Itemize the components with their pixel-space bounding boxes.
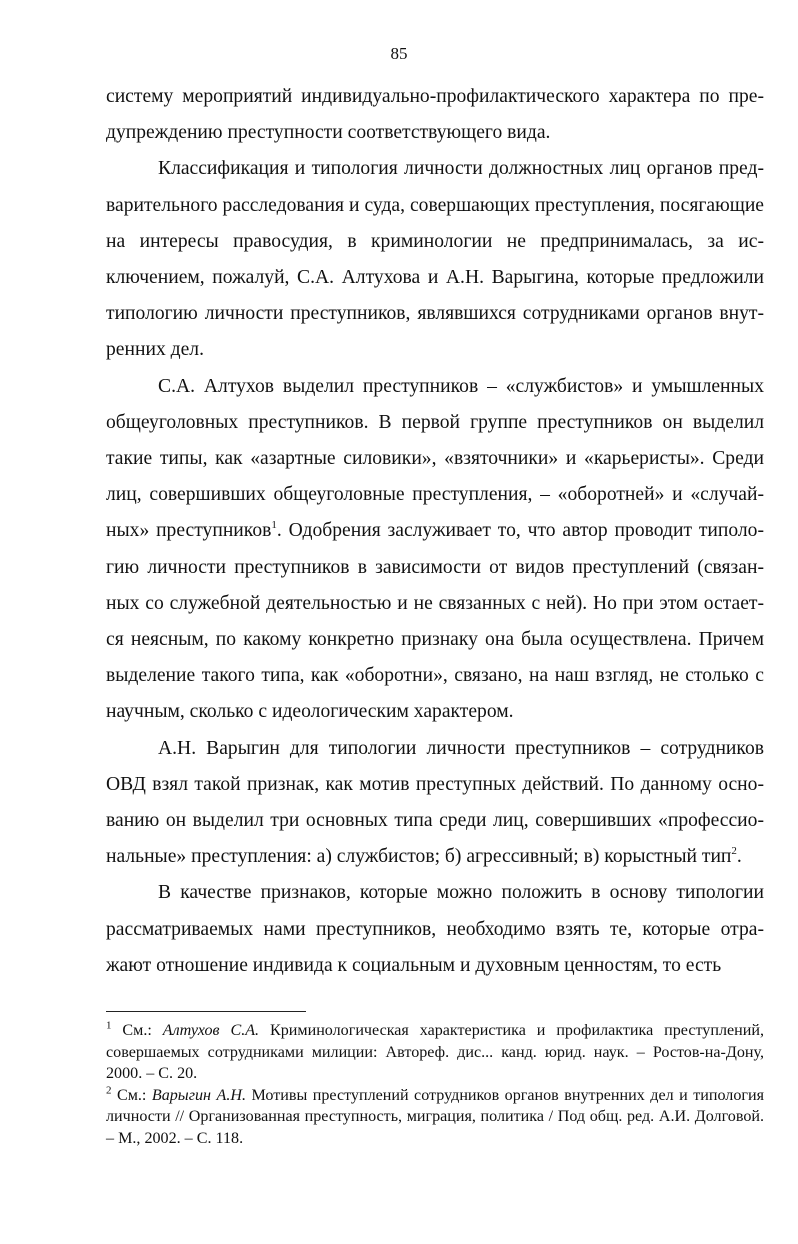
body-text xyxy=(106,79,764,984)
footnote xyxy=(106,1020,764,1085)
paragraph: систему мероприятий индивидуально-профилактического характера по предупреждению преступности соответствующего вида. xyxy=(106,86,764,144)
footnote xyxy=(106,1085,764,1150)
paragraph-text: А.Н. Варыгин для типологии личности преступников – сотрудников ОВД взял такой признак, как мотив преступных действий. По данному основанию он выделил три основных типа среди лиц, совершивших «профессиональные» преступления: а) службистов; б) агрессивный; в) корыстный тип xyxy=(106,737,764,868)
footnote-author: Алтухов С.А. xyxy=(162,1022,260,1039)
footnotes xyxy=(106,1020,764,1149)
paragraph-text: . Одобрения заслуживает то, что автор проводит типологию личности преступников в зависимости от видов преступлений (связанных со служебной деятельностью и не связанных с ней). Но при этом остается неясным, по какому конкретно признаку она была осуществлена. Причем выделение такого типа, как «оборотни», связано, на наш взгляд, не столько с научным, сколько с идеологическим характером. xyxy=(106,520,765,723)
footnote-reference[interactable]: 1 xyxy=(271,518,277,531)
footnote-divider xyxy=(106,1011,306,1012)
footnote-mark: 2 xyxy=(106,1084,112,1097)
paragraph xyxy=(106,731,764,876)
paragraph: В качестве признаков, которые можно положить в основу типологии рассматриваемых нами преступников, необходимо взять те, которые отражают отношение индивида к социальным и духовным ценностям, то есть xyxy=(106,882,764,976)
footnote-prefix: См.: xyxy=(111,1022,163,1039)
footnote-text: Мотивы преступлений сотрудников органов внутренних дел и типология личности // Организованная преступность, миграция, политика / Под общ. ред. А.И. Долговой. – М., 2002. – С. 118. xyxy=(106,1086,764,1147)
paragraph xyxy=(106,369,764,731)
footnote-reference[interactable]: 2 xyxy=(731,844,737,857)
paragraph: Классификация и типология личности должностных лиц органов предварительного расследования и суда, совершающих преступления, посягающие на интересы правосудия, в криминологии не предпринималась, за исключением, пожалуй, С.А. Алтухова и А.Н. Варыгина, которые предложили типологию личности преступников, являвшихся сотрудниками органов внутренних дел. xyxy=(106,158,764,361)
paragraph-text: С.А. Алтухов выделил преступников – «службистов» и умышленных общеуголовных преступников. В первой группе преступников он выделил такие типы, как «азартные силовики», «взяточники» и «карьеристы». Среди лиц, совершивших общеуголовные преступления, – «оборотней» и «случайных» преступников xyxy=(106,375,764,542)
footnote-prefix: См.: xyxy=(111,1086,152,1104)
paragraph-text: . xyxy=(736,846,742,868)
footnote-mark: 1 xyxy=(106,1019,112,1032)
page-number: 85 xyxy=(390,44,408,63)
footnote-author: Варыгин А.Н. xyxy=(151,1086,246,1104)
footnote-text: Криминологическая характеристика и профилактика преступлений, совершаемых сотрудниками милиции: Автореф. дис... канд. юрид. наук. – Ростов-на-Дону, 2000. – С. 20. xyxy=(106,1022,764,1082)
